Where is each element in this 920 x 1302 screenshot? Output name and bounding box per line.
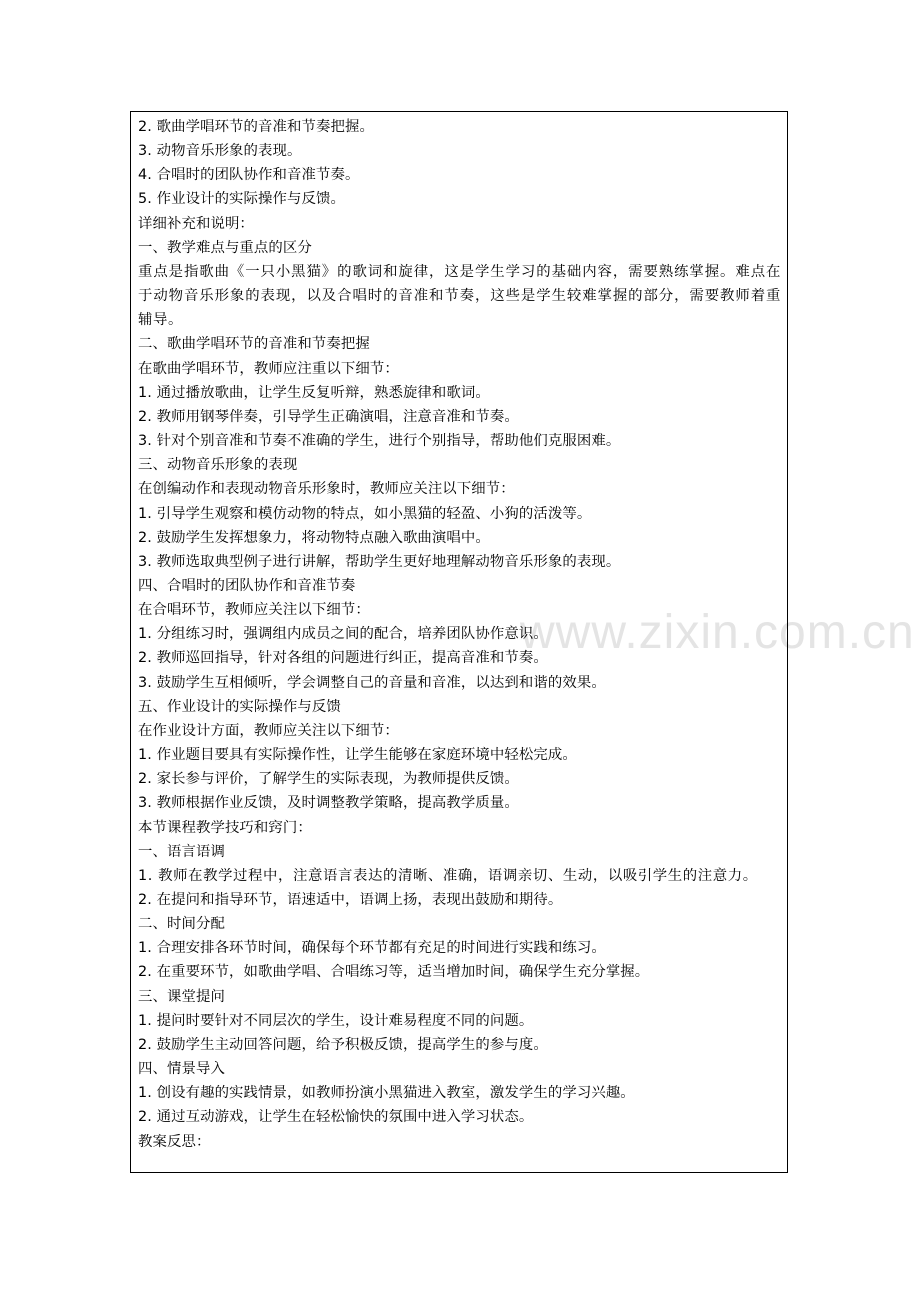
list-item: 1. 创设有趣的实践情景，如教师扮演小黑猫进入教室，激发学生的学习兴趣。 <box>138 1085 635 1102</box>
list-item: 3. 鼓励学生互相倾听，学会调整自己的音量和音准，以达到和谐的效果。 <box>138 674 606 691</box>
list-item: 5. 作业设计的实际操作与反馈。 <box>138 191 345 208</box>
section-heading: 三、课堂提问 <box>138 988 225 1005</box>
section-heading: 四、情景导入 <box>138 1061 225 1078</box>
list-item: 2. 在提问和指导环节，语速适中，语调上扬，表现出鼓励和期待。 <box>138 892 563 908</box>
list-item: 2. 歌曲学唱环节的音准和节奏把握。 <box>138 119 374 135</box>
list-item: 1. 通过播放歌曲，让学生反复听辩，熟悉旋律和歌词。 <box>138 384 490 401</box>
paragraph: 在作业设计方面，教师应关注以下细节： <box>138 722 399 739</box>
list-item: 2. 教师用钢琴伴奏，引导学生正确演唱，注意音准和节奏。 <box>138 408 519 425</box>
list-item: 3. 教师根据作业反馈，及时调整教学策略，提高教学质量。 <box>138 795 519 812</box>
paragraph: 在创编动作和表现动物音乐形象时，教师应关注以下细节： <box>138 481 515 498</box>
list-item: 2. 在重要环节，如歌曲学唱、合唱练习等，适当增加时间，确保学生充分掌握。 <box>138 964 650 981</box>
list-item: 1. 作业题目要具有实际操作性，让学生能够在家庭环境中轻松完成。 <box>138 747 577 764</box>
list-item: 2. 鼓励学生发挥想象力，将动物特点融入歌曲演唱中。 <box>138 529 490 546</box>
section-heading: 四、合唱时的团队协作和音准节奏 <box>138 577 356 594</box>
section-heading: 二、歌曲学唱环节的音准和节奏把握 <box>138 336 370 353</box>
list-item: 2. 鼓励学生主动回答问题，给予积极反馈，提高学生的参与度。 <box>138 1036 548 1053</box>
list-item: 1. 教师在教学过程中，注意语言表达的清晰、准确，语调亲切、生动，以吸引学生的注意力。 <box>138 867 758 884</box>
list-item: 3. 动物音乐形象的表现。 <box>138 143 302 160</box>
section-heading: 一、语言语调 <box>138 843 225 860</box>
section-heading: 三、动物音乐形象的表现 <box>138 457 298 474</box>
list-item: 3. 教师选取典型例子进行讲解，帮助学生更好地理解动物音乐形象的表现。 <box>138 553 621 570</box>
list-item: 1. 提问时要针对不同层次的学生，设计难易程度不同的问题。 <box>138 1012 534 1029</box>
section-label: 教案反思： <box>138 1133 211 1150</box>
list-item: 1. 引导学生观察和模仿动物的特点，如小黑猫的轻盈、小狗的活泼等。 <box>138 505 592 522</box>
list-item: 2. 通过互动游戏，让学生在轻松愉快的氛围中进入学习状态。 <box>138 1109 534 1126</box>
list-item: 3. 针对个别音准和节奏不准确的学生，进行个别指导，帮助他们克服困难。 <box>138 433 621 450</box>
list-item: 2. 教师巡回指导，针对各组的问题进行纠正，提高音准和节奏。 <box>138 650 548 667</box>
paragraph: 在歌曲学唱环节，教师应注重以下细节： <box>138 360 399 377</box>
watermark: www.zixin.com.cn <box>520 606 915 659</box>
section-label: 本节课程教学技巧和窍门： <box>138 819 312 836</box>
section-heading: 五、作业设计的实际操作与反馈 <box>138 698 341 715</box>
lesson-plan-table-cell <box>130 111 788 1173</box>
list-item: 4. 合唱时的团队协作和音准节奏。 <box>138 167 360 184</box>
list-item: 1. 分组练习时，强调组内成员之间的配合，培养团队协作意识。 <box>138 626 548 643</box>
list-item: 2. 家长参与评价，了解学生的实际表现，为教师提供反馈。 <box>138 771 519 788</box>
section-heading: 一、教学难点与重点的区分 <box>138 239 312 256</box>
section-label: 详细补充和说明： <box>138 215 254 232</box>
section-heading: 二、时间分配 <box>138 916 225 933</box>
list-item: 1. 合理安排各环节时间，确保每个环节都有充足的时间进行实践和练习。 <box>138 940 606 957</box>
paragraph: 在合唱环节，教师应关注以下细节： <box>138 602 370 619</box>
paragraph: 重点是指歌曲《一只小黑猫》的歌词和旋律，这是学生学习的基础内容，需要熟练掌握。难点在于动物音乐形象的表现，以及合唱时的音准和节奏，这些是学生较难掌握的部分，需要教师着重辅导。 <box>138 263 781 329</box>
